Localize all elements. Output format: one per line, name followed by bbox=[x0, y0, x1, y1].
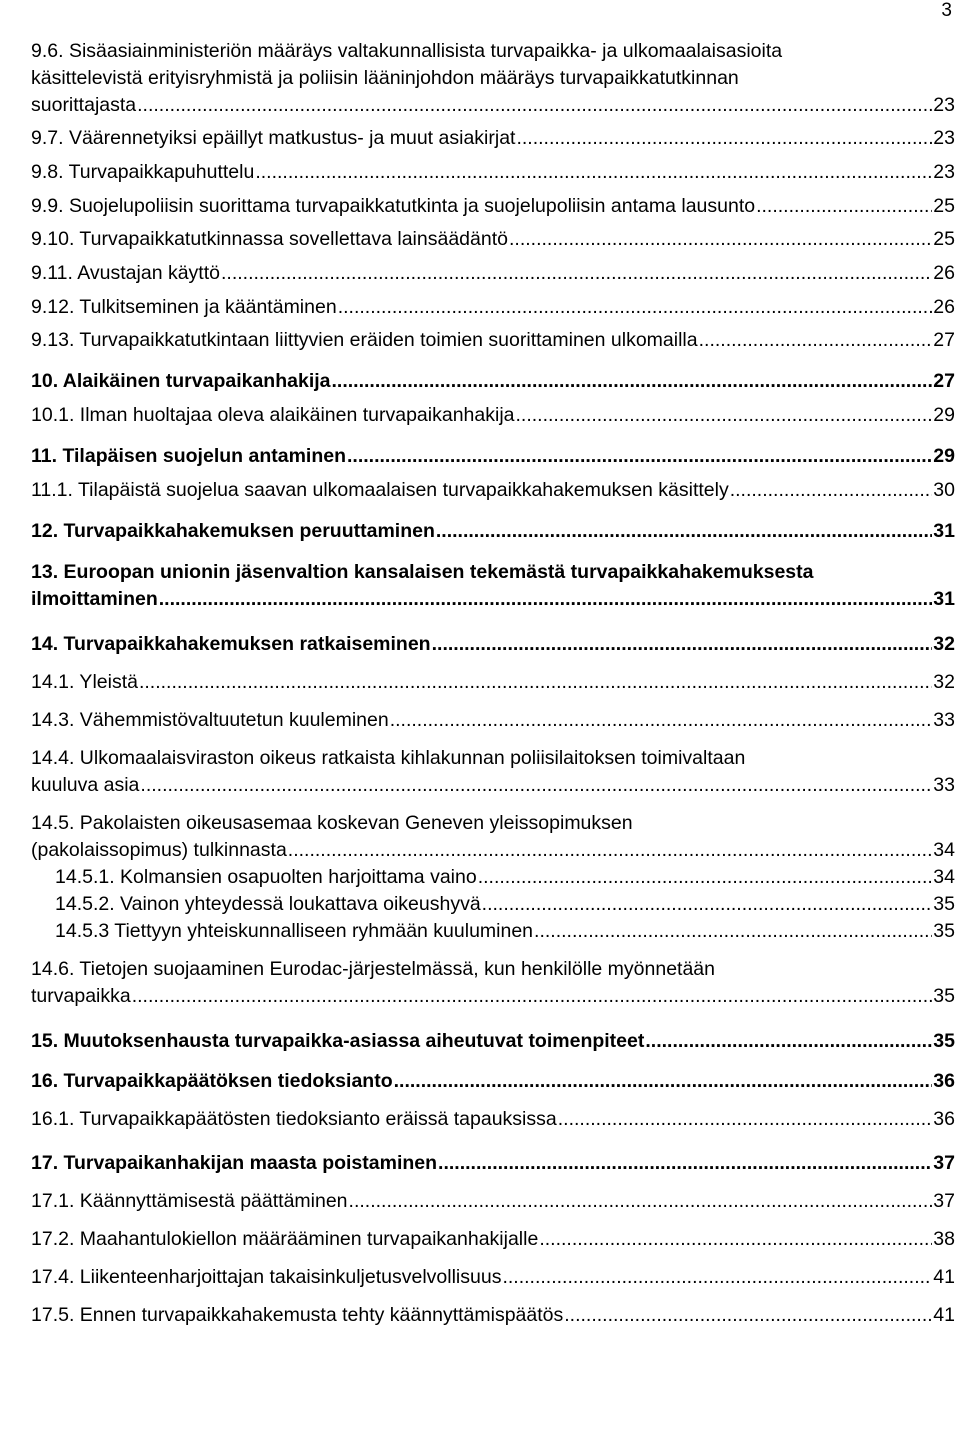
leader-dots bbox=[332, 368, 933, 395]
leader-dots bbox=[502, 1264, 932, 1291]
toc-page-number: 37 bbox=[933, 1152, 955, 1174]
toc-entry-14-3[interactable] bbox=[31, 707, 955, 734]
toc-entry-15[interactable] bbox=[31, 1028, 955, 1055]
toc-page-number: 29 bbox=[933, 445, 955, 467]
toc-page-number: 37 bbox=[933, 1190, 955, 1212]
toc-entry-text: 17.5. Ennen turvapaikkahakemusta tehty käännyttämispäätös bbox=[31, 1304, 564, 1326]
toc-page-number: 25 bbox=[933, 228, 955, 250]
toc-entry-text: 14.4. Ulkomaalaisviraston oikeus ratkaista kihlakunnan poliisilaitoksen toimivaltaan bbox=[31, 747, 746, 769]
toc-entry-14-5-3[interactable] bbox=[31, 918, 955, 945]
leader-dots bbox=[482, 891, 933, 918]
toc-entry-text: turvapaikka bbox=[31, 985, 131, 1007]
leader-dots bbox=[132, 983, 933, 1010]
toc-page-number: 36 bbox=[933, 1108, 955, 1130]
leader-dots bbox=[255, 159, 932, 186]
toc-entry-13[interactable] bbox=[31, 559, 955, 613]
toc-page-number: 29 bbox=[933, 404, 955, 426]
toc-entry-text: 14.6. Tietojen suojaaminen Eurodac-järjestelmässä, kun henkilölle myönnetään bbox=[31, 958, 715, 980]
toc-entry-text: 14.1. Yleistä bbox=[31, 671, 138, 693]
leader-dots bbox=[140, 772, 932, 799]
leader-dots bbox=[478, 864, 933, 891]
leader-dots bbox=[509, 226, 932, 253]
leader-dots bbox=[516, 402, 933, 429]
toc-entry-text: ilmoittaminen bbox=[31, 588, 158, 610]
toc-entry-12[interactable] bbox=[31, 518, 955, 545]
toc-entry-text: 9.6. Sisäasiainministeriön määräys valtakunnallisista turvapaikka- ja ulkomaalaisasioita bbox=[31, 40, 783, 62]
toc-entry-text: 17. Turvapaikanhakijan maasta poistaminen bbox=[31, 1152, 438, 1174]
toc-entry-9-10[interactable] bbox=[31, 226, 955, 253]
toc-entry-text: 16. Turvapaikkapäätöksen tiedoksianto bbox=[31, 1070, 393, 1092]
toc-entry-text: 12. Turvapaikkahakemuksen peruuttaminen bbox=[31, 520, 435, 542]
leader-dots bbox=[756, 193, 932, 220]
page-number: 3 bbox=[941, 0, 952, 21]
toc-entry-17[interactable] bbox=[31, 1150, 955, 1177]
toc-entry-text: 9.13. Turvapaikkatutkintaan liittyvien eräiden toimien suorittaminen ulkomailla bbox=[31, 329, 698, 351]
leader-dots bbox=[564, 1302, 932, 1329]
toc-page-number: 35 bbox=[933, 920, 955, 942]
table-of-contents bbox=[31, 38, 955, 1329]
toc-entry-10-1[interactable] bbox=[31, 402, 955, 429]
toc-entry-9-6[interactable] bbox=[31, 38, 955, 119]
toc-entry-text: 14.5. Pakolaisten oikeusasemaa koskevan Geneven yleissopimuksen bbox=[31, 812, 633, 834]
toc-entry-text: 11.1. Tilapäistä suojelua saavan ulkomaalaisen turvapaikkahakemuksen käsittely bbox=[31, 479, 729, 501]
toc-page-number: 25 bbox=[933, 195, 955, 217]
leader-dots bbox=[699, 327, 933, 354]
toc-page-number: 23 bbox=[933, 127, 955, 149]
toc-page-number: 34 bbox=[933, 839, 955, 861]
toc-entry-text: 17.2. Maahantulokiellon määrääminen turvapaikanhakijalle bbox=[31, 1228, 539, 1250]
toc-entry-text: 14.5.2. Vainon yhteydessä loukattava oikeushyvä bbox=[55, 893, 481, 915]
toc-entry-11[interactable] bbox=[31, 443, 955, 470]
toc-entry-text: 10.1. Ilman huoltajaa oleva alaikäinen turvapaikanhakija bbox=[31, 404, 515, 426]
toc-page-number: 31 bbox=[933, 520, 955, 542]
toc-entry-text: käsittelevistä erityisryhmistä ja poliisin lääninjohdon määräys turvapaikkatutkinnan bbox=[31, 67, 739, 89]
leader-dots bbox=[432, 631, 933, 658]
toc-page-number: 34 bbox=[933, 866, 955, 888]
toc-entry-text: 14.5.1. Kolmansien osapuolten harjoittama vaino bbox=[55, 866, 477, 888]
toc-page-number: 32 bbox=[933, 633, 955, 655]
toc-entry-text: 9.10. Turvapaikkatutkinnassa sovellettava lainsäädäntö bbox=[31, 228, 508, 250]
toc-entry-text: suorittajasta bbox=[31, 94, 137, 116]
leader-dots bbox=[159, 586, 933, 613]
toc-page-number: 38 bbox=[933, 1228, 955, 1250]
toc-page-number: 35 bbox=[933, 893, 955, 915]
toc-entry-9-8[interactable] bbox=[31, 159, 955, 186]
toc-page-number: 36 bbox=[933, 1070, 955, 1092]
toc-entry-9-13[interactable] bbox=[31, 327, 955, 354]
leader-dots bbox=[349, 1188, 933, 1215]
leader-dots bbox=[347, 443, 932, 470]
toc-entry-9-11[interactable] bbox=[31, 260, 955, 287]
toc-entry-text: 9.12. Tulkitseminen ja kääntäminen bbox=[31, 296, 337, 318]
toc-entry-text: 15. Muutoksenhausta turvapaikka-asiassa aiheutuvat toimenpiteet bbox=[31, 1030, 645, 1052]
toc-entry-14-5[interactable] bbox=[31, 810, 955, 864]
toc-entry-text: 9.9. Suojelupoliisin suorittama turvapaikkatutkinta ja suojelupoliisin antama lausunto bbox=[31, 195, 756, 217]
toc-entry-11-1[interactable] bbox=[31, 477, 955, 504]
toc-entry-text: 13. Euroopan unionin jäsenvaltion kansalaisen tekemästä turvapaikkahakemuksesta bbox=[31, 561, 814, 583]
leader-dots bbox=[645, 1028, 932, 1055]
toc-entry-17-2[interactable] bbox=[31, 1226, 955, 1253]
toc-entry-text: 11. Tilapäisen suojelun antaminen bbox=[31, 445, 346, 467]
toc-entry-10[interactable] bbox=[31, 368, 955, 395]
toc-entry-14-5-1[interactable] bbox=[31, 864, 955, 891]
leader-dots bbox=[436, 518, 932, 545]
toc-entry-16-1[interactable] bbox=[31, 1106, 955, 1133]
toc-entry-14-5-2[interactable] bbox=[31, 891, 955, 918]
toc-page-number: 23 bbox=[933, 94, 955, 116]
leader-dots bbox=[139, 669, 932, 696]
toc-page-number: 27 bbox=[933, 370, 955, 392]
toc-entry-text: 14.5.3 Tiettyyn yhteiskunnalliseen ryhmään kuuluminen bbox=[55, 920, 534, 942]
toc-page-number: 27 bbox=[933, 329, 955, 351]
toc-entry-9-7[interactable] bbox=[31, 125, 955, 152]
leader-dots bbox=[438, 1150, 932, 1177]
toc-entry-14-4[interactable] bbox=[31, 745, 955, 799]
toc-entry-text: 10. Alaikäinen turvapaikanhakija bbox=[31, 370, 331, 392]
toc-entry-text: 17.4. Liikenteenharjoittajan takaisinkuljetusvelvollisuus bbox=[31, 1266, 502, 1288]
leader-dots bbox=[534, 918, 932, 945]
toc-entry-text: 16.1. Turvapaikkapäätösten tiedoksianto eräissä tapauksissa bbox=[31, 1108, 557, 1130]
leader-dots bbox=[539, 1226, 932, 1253]
toc-entry-text: 9.8. Turvapaikkapuhuttelu bbox=[31, 161, 255, 183]
toc-page-number: 33 bbox=[933, 709, 955, 731]
leader-dots bbox=[394, 1068, 933, 1095]
toc-entry-text: kuuluva asia bbox=[31, 774, 140, 796]
toc-page-number: 32 bbox=[933, 671, 955, 693]
toc-entry-14[interactable] bbox=[31, 631, 955, 658]
toc-page-number: 31 bbox=[933, 588, 955, 610]
leader-dots bbox=[730, 477, 933, 504]
toc-page-number: 26 bbox=[933, 262, 955, 284]
leader-dots bbox=[221, 260, 932, 287]
toc-entry-14-1[interactable] bbox=[31, 669, 955, 696]
toc-entry-9-12[interactable] bbox=[31, 294, 955, 321]
toc-entry-text: 17.1. Käännyttämisestä päättäminen bbox=[31, 1190, 348, 1212]
toc-entry-text: 9.7. Väärennetyiksi epäillyt matkustus- ja muut asiakirjat bbox=[31, 127, 516, 149]
toc-entry-16[interactable] bbox=[31, 1068, 955, 1095]
toc-page-number: 35 bbox=[933, 985, 955, 1007]
toc-page-number: 23 bbox=[933, 161, 955, 183]
toc-entry-text: 14.3. Vähemmistövaltuutetun kuuleminen bbox=[31, 709, 389, 731]
toc-page-number: 33 bbox=[933, 774, 955, 796]
leader-dots bbox=[288, 837, 933, 864]
toc-page-number: 41 bbox=[933, 1304, 955, 1326]
toc-page-number: 35 bbox=[933, 1030, 955, 1052]
toc-entry-17-5[interactable] bbox=[31, 1302, 955, 1329]
leader-dots bbox=[338, 294, 933, 321]
leader-dots bbox=[558, 1106, 933, 1133]
leader-dots bbox=[516, 125, 932, 152]
toc-page-number: 30 bbox=[933, 479, 955, 501]
leader-dots bbox=[137, 92, 932, 119]
toc-entry-text: 9.11. Avustajan käyttö bbox=[31, 262, 220, 284]
toc-entry-17-4[interactable] bbox=[31, 1264, 955, 1291]
leader-dots bbox=[390, 707, 933, 734]
toc-entry-17-1[interactable] bbox=[31, 1188, 955, 1215]
toc-page-number: 41 bbox=[933, 1266, 955, 1288]
toc-entry-text: 14. Turvapaikkahakemuksen ratkaiseminen bbox=[31, 633, 431, 655]
toc-page-number: 26 bbox=[933, 296, 955, 318]
toc-entry-text: (pakolaissopimus) tulkinnasta bbox=[31, 839, 287, 861]
toc-entry-14-6[interactable] bbox=[31, 956, 955, 1010]
toc-entry-9-9[interactable] bbox=[31, 193, 955, 220]
